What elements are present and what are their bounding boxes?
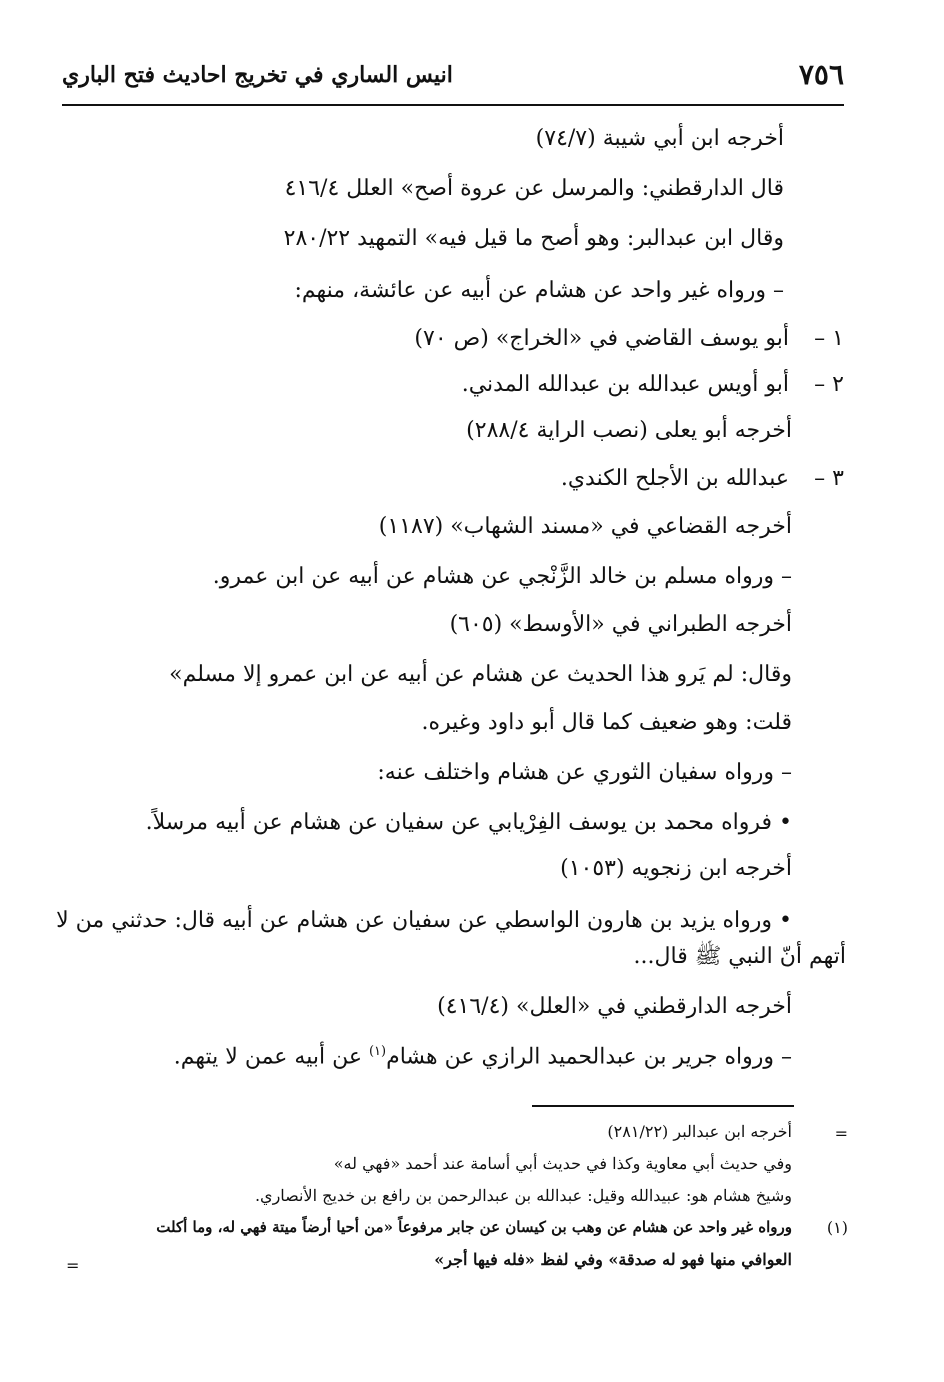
text-line: قلت: وهو ضعيف كما قال أبو داود وغيره.: [421, 710, 792, 735]
text-line: أخرجه ابن زنجويه (١٠٥٣): [560, 856, 792, 881]
page-header: [62, 58, 844, 98]
text-line: أخرجه الدارقطني في «العلل» (٤١٦/٤): [437, 994, 792, 1019]
list-text: أبو يوسف القاضي في «الخراج» (ص ٧٠): [414, 326, 789, 351]
list-text: أبو أويس عبدالله بن عبدالله المدني.: [461, 372, 789, 397]
list-item: [462, 372, 844, 398]
text-line: وقال ابن عبدالبر: وهو أصح ما قيل فيه» التمهيد ٢٨٠/٢٢: [283, 226, 784, 251]
text-line: أخرجه القضاعي في «مسند الشهاب» (١١٨٧): [378, 514, 792, 539]
text-line: – ورواه سفيان الثوري عن هشام واختلف عنه:: [377, 760, 792, 785]
list-number: ٣ –: [814, 466, 844, 491]
header-rule: [62, 104, 844, 106]
text-line: أخرجه الطبراني في «الأوسط» (٦٠٥): [449, 612, 792, 637]
footnote-rule: [532, 1105, 794, 1107]
footnote-line: العوافي منها فهو له صدقة» وفي لفظ «فله فيها أجر»: [434, 1250, 792, 1269]
list-item: [414, 326, 844, 352]
footnote-line: ورواه غير واحد عن هشام عن وهب بن كيسان عن جابر مرفوعاً «من أحيا أرضاً ميتة فهي له، وما أكلت: [156, 1218, 792, 1236]
list-number: ٢ –: [814, 372, 844, 397]
text-line: أخرجه ابن أبي شيبة (٧٤/٧): [535, 126, 784, 151]
list-number: ١ –: [814, 326, 844, 351]
text-line: [174, 1044, 792, 1071]
continuation-mark: =: [66, 1256, 80, 1275]
footnote-line: وشيخ هشام هو: عبيدالله وقيل: عبدالله بن عبدالرحمن بن رافع بن خديج الأنصاري.: [254, 1186, 792, 1205]
footnote-line: أخرجه ابن عبدالبر (٢٨١/٢٢): [607, 1122, 792, 1141]
footnote-number: (١): [826, 1218, 848, 1237]
text-line: أتهم أنّ النبي ﷺ قال...: [633, 944, 846, 969]
running-title: انيس الساري في تخريج احاديث فتح الباري: [62, 62, 453, 88]
list-item: [561, 466, 844, 492]
text-line: • ورواه يزيد بن هارون الواسطي عن سفيان عن هشام عن أبيه قال: حدثني من لا: [56, 908, 792, 933]
text-line: وقال: لم يَرو هذا الحديث عن هشام عن أبيه عن ابن عمرو إلا مسلم»: [169, 662, 792, 687]
footnote-line: وفي حديث أبي معاوية وكذا في حديث أبي أسامة عند أحمد «فهي له»: [333, 1154, 792, 1173]
footnote-ref: (١): [368, 1044, 387, 1059]
page-number: ٧٥٦: [798, 58, 844, 91]
text-line: • فرواه محمد بن يوسف الفِرْيابي عن سفيان عن هشام عن أبيه مرسلاً.: [145, 810, 792, 835]
text-line: قال الدارقطني: والمرسل عن عروة أصح» العلل ٤١٦/٤: [284, 176, 784, 201]
text-segment: عن أبيه عمن لا يتهم.: [173, 1044, 362, 1070]
continuation-mark: =: [834, 1124, 848, 1143]
text-line: – ورواه مسلم بن خالد الزَّنْجي عن هشام عن أبيه عن ابن عمرو.: [212, 564, 792, 589]
text-segment: – ورواه جرير بن عبدالحميد الرازي عن هشام: [386, 1044, 792, 1070]
text-line: – ورواه غير واحد عن هشام عن أبيه عن عائشة، منهم:: [294, 278, 784, 303]
list-text: عبدالله بن الأجلح الكندي.: [560, 466, 789, 491]
text-line: أخرجه أبو يعلى (نصب الراية ٢٨٨/٤): [466, 418, 792, 443]
